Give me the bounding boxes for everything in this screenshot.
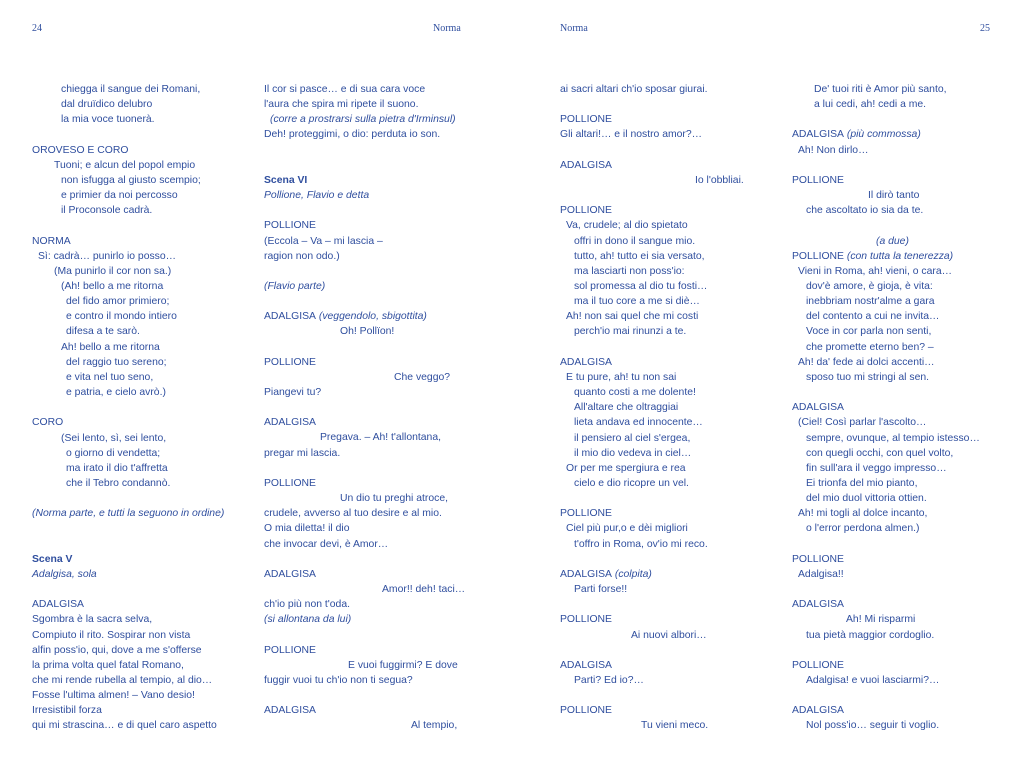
verse-line: e patria, e cielo avrò.) xyxy=(66,387,166,399)
verse-line: (corre a prostrarsi sulla pietra d'Irminsul) xyxy=(270,114,456,126)
blank-line xyxy=(264,158,489,173)
verse-line: POLLIONE xyxy=(560,508,612,520)
stage-direction: (colpita) xyxy=(611,568,652,580)
verse-line: Un dio tu preghi atroce, xyxy=(340,493,449,505)
verse-line: Fosse l'ultima almen! – Vano desio! xyxy=(32,690,195,702)
verse-line: POLLIONE xyxy=(264,356,316,368)
blank-line xyxy=(32,582,257,597)
blank-line xyxy=(560,97,785,112)
verse-line: De' tuoi riti è Amor più santo, xyxy=(814,84,947,95)
verse-line: che mi rende rubella al tempio, al dio… xyxy=(32,674,213,686)
blank-line xyxy=(264,203,489,218)
verse-line: sempre, ovunque, al tempio istesso… xyxy=(806,432,980,444)
verse-line: ragion non odo.) xyxy=(264,250,340,262)
verse-line: E vuoi fuggirmi? E dove xyxy=(348,659,458,671)
verse-line: POLLIONE xyxy=(792,659,844,671)
blank-line xyxy=(792,385,1017,400)
verse-line: Ai nuovi albori… xyxy=(631,629,707,641)
verse-line: dal druïdico delubro xyxy=(61,99,153,111)
verse-line: a lui cedi, ah! cedi a me. xyxy=(814,99,927,111)
verse-line: Voce in cor parla non senti, xyxy=(806,326,932,338)
verse-line: ADALGISA xyxy=(792,705,844,717)
verse-line: crudele, avverso al tuo desire e al mio. xyxy=(264,508,442,520)
verse-line: O mia diletta! il dio xyxy=(264,523,350,535)
verse-line: ADALGISA xyxy=(792,599,844,611)
blank-line xyxy=(792,158,1017,173)
blank-line xyxy=(560,143,785,158)
verse-line: Va, crudele; al dio spietato xyxy=(566,220,688,232)
verse-line: e contro il mondo intiero xyxy=(66,311,177,323)
verse-line: (Ciel! Così parlar l'ascolto… xyxy=(798,417,927,429)
verse-line: Scena VI xyxy=(264,174,308,186)
speaker-name: ADALGISA xyxy=(560,568,612,580)
verse-line: fin sull'ara il veggo impresso… xyxy=(806,462,947,474)
verse-line: Oh! Pollïon! xyxy=(340,326,395,338)
verse-line: l'aura che spira mi ripete il suono. xyxy=(264,99,419,111)
blank-line xyxy=(560,491,785,506)
verse-line: (Norma parte, e tutti la seguono in ordine) xyxy=(32,508,225,520)
blank-line xyxy=(560,643,785,658)
blank-line xyxy=(560,188,785,203)
verse-line: la mia voce tuonerà. xyxy=(61,114,155,126)
verse-line: POLLIONE xyxy=(264,220,316,232)
blank-line xyxy=(264,143,489,158)
verse-line: del contento a cui ne invita… xyxy=(806,311,940,323)
page-number-right: 25 xyxy=(980,23,990,34)
verse-line: ADALGISA xyxy=(560,659,612,671)
verse-line: ma il tuo core a me si diè… xyxy=(574,296,700,308)
verse-line: (Ma punirlo il cor non sa.) xyxy=(54,265,172,277)
verse-line: (Flavio parte) xyxy=(264,280,326,292)
verse-line: POLLIONE xyxy=(264,477,316,489)
blank-line xyxy=(32,537,257,552)
verse-line: Che veggo? xyxy=(394,371,451,383)
blank-line xyxy=(264,400,489,415)
verse-line: ADALGISA xyxy=(560,356,612,368)
verse-line: Pollione, Flavio e detta xyxy=(264,190,370,202)
blank-line xyxy=(792,643,1017,658)
verse-line: ADALGISA xyxy=(264,568,316,580)
verse-line: ma irato il dio t'affretta xyxy=(66,462,168,474)
blank-line xyxy=(32,491,257,506)
blank-line xyxy=(792,537,1017,552)
verse-line: POLLIONE xyxy=(560,705,612,717)
verse-line: OROVESO E CORO xyxy=(32,144,129,156)
verse-line: NORMA xyxy=(32,235,71,247)
verse-line: Irresistibil forza xyxy=(32,705,102,717)
verse-line: e vita nel tuo seno, xyxy=(66,371,154,383)
text-column-2 xyxy=(264,82,489,734)
verse-line: POLLIONE xyxy=(792,174,844,186)
blank-line xyxy=(792,218,1017,233)
verse-line: Ah! Mi risparmi xyxy=(846,614,916,626)
verse-line xyxy=(560,567,785,582)
verse-line: qui mi strascina… e di quel caro aspetto xyxy=(32,720,217,732)
verse-line: del fido amor primiero; xyxy=(66,296,170,308)
blank-line xyxy=(32,218,257,233)
verse-line: difesa a te sarò. xyxy=(66,326,140,338)
speaker-name: POLLIONE xyxy=(792,250,844,262)
verse-line: Scena V xyxy=(32,553,73,565)
verse-line: e primier da noi percosso xyxy=(61,190,178,202)
verse-line: quanto costi a me dolente! xyxy=(574,387,696,399)
verse-line: ADALGISA xyxy=(32,599,84,611)
verse-line: chiegga il sangue dei Romani, xyxy=(61,84,201,95)
blank-line xyxy=(560,340,785,355)
verse-line: pregar mi lascia. xyxy=(264,447,341,459)
blank-line xyxy=(560,552,785,567)
verse-line xyxy=(792,127,1017,142)
verse-line: Deh! proteggimi, o dio: perduta io son. xyxy=(264,129,441,141)
verse-line: la prima volta quel fatal Romano, xyxy=(32,659,184,671)
verse-line: POLLIONE xyxy=(560,205,612,217)
blank-line xyxy=(264,294,489,309)
verse-line xyxy=(792,249,1017,264)
verse-line: o giorno di vendetta; xyxy=(66,447,161,459)
verse-line: Ah! bello a me ritorna xyxy=(61,341,160,353)
verse-line: Or per me spergiura e rea xyxy=(566,462,686,474)
text-column-3 xyxy=(560,82,785,734)
verse-line: Ah! non sai quel che mi costi xyxy=(566,311,699,323)
text-column-1 xyxy=(32,82,257,734)
verse-line: ai sacri altari ch'io sposar giurai. xyxy=(560,84,708,95)
blank-line xyxy=(264,461,489,476)
verse-line: sposo tuo mi stringi al sen. xyxy=(806,371,930,383)
verse-line: Tuoni; e alcun del popol empio xyxy=(54,159,196,171)
blank-line xyxy=(792,112,1017,127)
verse-line: lieta andava ed innocente… xyxy=(574,417,703,429)
blank-line xyxy=(264,264,489,279)
blank-line xyxy=(32,127,257,142)
verse-line: il pensiero al ciel s'ergea, xyxy=(574,432,691,444)
verse-line: POLLIONE xyxy=(560,614,612,626)
verse-line: CORO xyxy=(32,417,64,429)
verse-line: Ei trionfa del mio pianto, xyxy=(806,478,918,489)
speaker-name: ADALGISA xyxy=(792,129,844,141)
verse-line: Ah! da' fede ai dolci accenti… xyxy=(798,356,935,368)
blank-line xyxy=(560,688,785,703)
verse-line xyxy=(264,309,489,324)
verse-line: fuggir vuoi tu ch'io non ti segua? xyxy=(264,674,413,686)
verse-line: non isfugga al giusto scempio; xyxy=(61,174,201,186)
page-number-left: 24 xyxy=(32,23,42,34)
verse-line: Compiuto il rito. Sospirar non vista xyxy=(32,629,191,641)
verse-line: Piangevi tu? xyxy=(264,387,322,399)
verse-line: Sgombra è la sacra selva, xyxy=(32,614,153,626)
verse-line: che ascoltato io sia da te. xyxy=(806,205,924,217)
stage-direction: (veggendolo, sbigottita) xyxy=(315,311,427,323)
verse-line: Al tempio, xyxy=(411,720,458,732)
verse-line: alfin poss'io, qui, dove a me s'offerse xyxy=(32,644,202,656)
verse-line: il Proconsole cadrà. xyxy=(61,205,153,217)
verse-line: t'offro in Roma, ov'io mi reco. xyxy=(574,538,708,550)
verse-line: Gli altari!… e il nostro amor?… xyxy=(560,129,703,141)
verse-line: Adalgisa, sola xyxy=(32,568,97,580)
verse-line: Ah! Non dirlo… xyxy=(798,144,869,156)
verse-line: Ciel più pur,o e dèi migliori xyxy=(566,523,688,535)
verse-line: con quegli occhi, con quel volto, xyxy=(806,447,954,459)
text-column-4 xyxy=(792,82,1017,734)
verse-line: Tu vieni meco. xyxy=(641,720,709,732)
verse-line: ADALGISA xyxy=(560,159,612,171)
blank-line xyxy=(560,597,785,612)
verse-line: Parti forse!! xyxy=(574,584,628,596)
verse-line: tutto, ah! tutto ei sia versato, xyxy=(574,250,705,262)
verse-line: sol promessa al dio tu fosti… xyxy=(574,280,708,292)
stage-direction: (più commossa) xyxy=(843,129,921,141)
blank-line xyxy=(32,521,257,536)
verse-line: (Ah! bello a me ritorna xyxy=(61,281,164,292)
blank-line xyxy=(264,340,489,355)
verse-line: Amor!! deh! taci… xyxy=(382,584,466,596)
verse-line: All'altare che oltraggiai xyxy=(574,402,679,414)
verse-line: Pregava. – Ah! t'allontana, xyxy=(320,432,441,444)
blank-line xyxy=(264,688,489,703)
verse-line: Parti? Ed io?… xyxy=(574,674,644,686)
verse-line: Nol poss'io… seguir ti voglio. xyxy=(806,720,940,732)
verse-line: Sì: cadrà… punirlo io posso… xyxy=(38,250,177,262)
verse-line: ch'io più non t'oda. xyxy=(264,599,351,611)
verse-line: (si allontana da lui) xyxy=(264,614,352,626)
speaker-name: ADALGISA xyxy=(264,311,316,323)
verse-line: (Sei lento, sì, sei lento, xyxy=(61,432,167,444)
verse-line: Ah! mi togli al dolce incanto, xyxy=(798,508,928,520)
verse-line: del mio duol vittoria ottien. xyxy=(806,493,927,505)
verse-line: inebbriam nostr'alme a gara xyxy=(806,296,935,308)
verse-line: offri in dono il sangue mio. xyxy=(574,235,696,247)
verse-line: (Eccola – Va – mi lascia – xyxy=(264,235,383,247)
verse-line: POLLIONE xyxy=(264,644,316,656)
verse-line: ADALGISA xyxy=(264,705,316,717)
verse-line: dov'è amore, è gioja, è vita: xyxy=(806,280,933,292)
verse-line: Il dirò tanto xyxy=(868,190,920,202)
blank-line xyxy=(264,552,489,567)
verse-line: ADALGISA xyxy=(792,402,844,414)
running-title-right: Norma xyxy=(560,23,588,34)
verse-line: o l'error perdona almen.) xyxy=(806,523,920,535)
verse-line: perch'io mai rinunzi a te. xyxy=(574,326,687,338)
verse-line: tua pietà maggior cordoglio. xyxy=(806,629,935,641)
stage-direction: (con tutta la tenerezza) xyxy=(843,250,954,262)
blank-line xyxy=(32,400,257,415)
verse-line: Io l'obbliai. xyxy=(695,174,744,186)
verse-line: POLLIONE xyxy=(560,114,612,126)
verse-line: Adalgisa! e vuoi lasciarmi?… xyxy=(806,674,940,686)
verse-line: POLLIONE xyxy=(792,553,844,565)
verse-line: (a due) xyxy=(876,235,909,247)
blank-line xyxy=(264,627,489,642)
verse-line: Adalgisa!! xyxy=(798,568,844,580)
verse-line: che promette eterno ben? – xyxy=(806,341,934,353)
verse-line: ADALGISA xyxy=(264,417,316,429)
verse-line: ma lasciarti non poss'io: xyxy=(574,265,685,277)
running-title-left: Norma xyxy=(433,23,461,34)
verse-line: del raggio tuo sereno; xyxy=(66,356,167,368)
verse-line: cielo e dio ricopre un vel. xyxy=(574,478,689,489)
verse-line: Vieni in Roma, ah! vieni, o cara… xyxy=(798,265,953,277)
verse-line: il mio dio vedeva in ciel… xyxy=(574,447,692,459)
verse-line: che invocar devi, è Amor… xyxy=(264,538,389,550)
blank-line xyxy=(792,582,1017,597)
verse-line: che il Tebro condannò. xyxy=(66,478,171,490)
verse-line: E tu pure, ah! tu non sai xyxy=(566,371,677,383)
verse-line: Il cor si pasce… e di sua cara voce xyxy=(264,84,426,95)
blank-line xyxy=(792,688,1017,703)
